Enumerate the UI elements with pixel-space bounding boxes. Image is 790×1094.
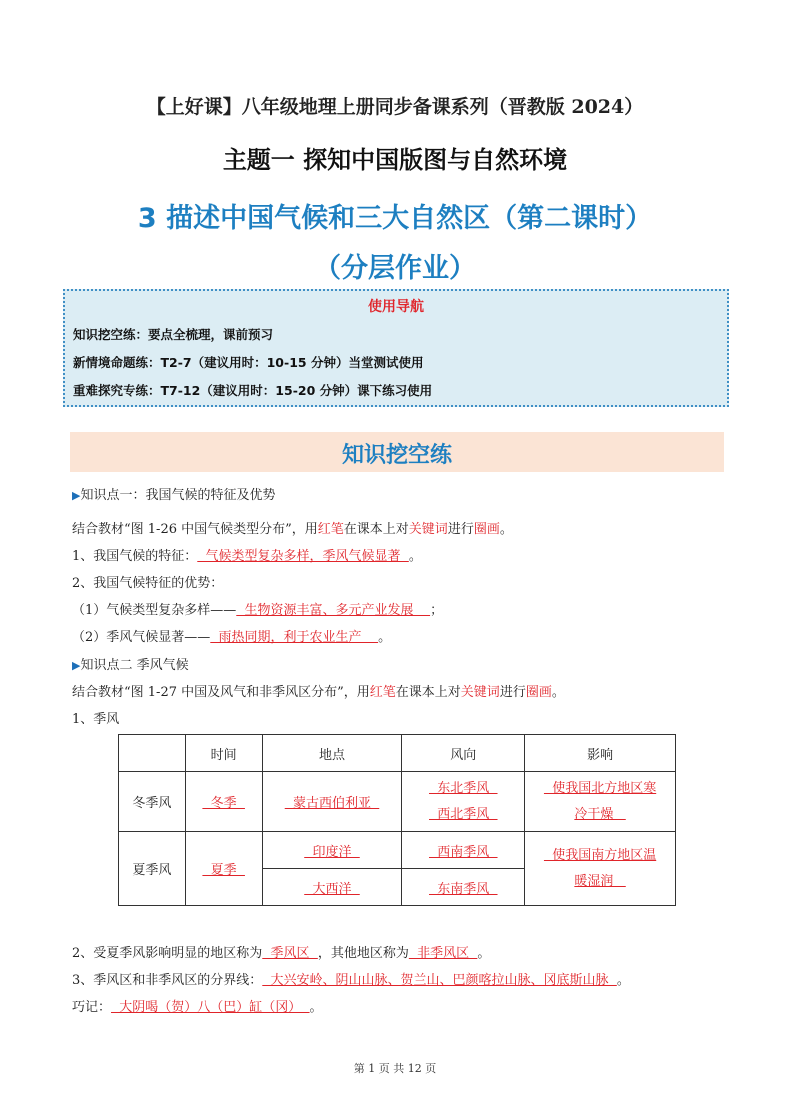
header-direction: 风向 — [402, 735, 525, 772]
winter-time: 冬季 — [202, 796, 245, 811]
winter-dir-2: 西北季风 — [429, 806, 498, 822]
lesson-subtitle: （分层作业） — [314, 253, 476, 284]
summer-dir-2: 东南季风 — [429, 881, 498, 897]
summer-impact-1: 使我国南方地区温 — [543, 847, 657, 863]
guide-line-3: 重难探究专练：T7-12（建议用时：15-20 分钟）课下练习使用 — [73, 383, 433, 398]
winter-impact-2: 冷干燥 — [574, 806, 626, 822]
kp2-q1: 1、季风 — [72, 712, 120, 727]
answer-blank: 非季风区 — [408, 946, 478, 961]
theme-title: 主题一 探知中国版图与自然环境 — [222, 146, 568, 174]
kp1-q2a: （1）气候类型复杂多样—— 生物资源丰富、多元产业发展 ； — [72, 603, 444, 618]
usage-guide-title: 使用导航 — [368, 299, 424, 315]
summer-dir-1: 西南季风 — [429, 844, 498, 860]
kp2-intro: 结合教材“图 1-27 中国及风气和非季风区分布”，用红笔在课本上对关键词进行圈画。 — [72, 685, 565, 700]
triangle-icon: ▶ — [72, 489, 81, 502]
kp1-q1: 1、我国气候的特征： 气候类型复杂多样，季风气候显著 。 — [72, 549, 422, 564]
guide-line-2: 新情境命题练：T2-7（建议用时：10-15 分钟）当堂测试使用 — [73, 355, 424, 370]
table-row-summer — [119, 832, 676, 869]
kp2-q2: 2、受夏季风影响明显的地区称为 季风区 ，其他地区称为 非季风区 。 — [72, 946, 491, 961]
page-footer: 第 1 页 共 12 页 — [353, 1062, 437, 1075]
kp1-intro: 结合教材“图 1-26 中国气候类型分布”，用红笔在课本上对关键词进行圈画。 — [72, 522, 513, 537]
winter-place: 蒙古西伯利亚 — [284, 796, 380, 811]
summer-label: 夏季风 — [119, 832, 186, 906]
kp1-heading: ▶知识点一：我国气候的特征及优势 — [72, 488, 276, 503]
answer-blank: 大兴安岭、阴山山脉、贺兰山、巴颜喀拉山脉、冈底斯山脉 — [262, 973, 617, 988]
winter-impact-1: 使我国北方地区寒 — [543, 780, 657, 796]
monsoon-table — [118, 734, 676, 906]
section-bar — [70, 432, 724, 472]
kp1-q2: 2、我国气候特征的优势： — [72, 576, 224, 591]
table-row-winter — [119, 772, 676, 832]
table-header-row — [119, 735, 676, 772]
lesson-title: 3 描述中国气候和三大自然区（第二课时） — [137, 203, 653, 234]
summer-time: 夏季 — [202, 863, 245, 878]
series-title: 【上好课】八年级地理上册同步备课系列（晋教版 2024） — [146, 96, 644, 118]
kp2-mnemonic: 巧记： 大阴喝（贺）八（巴）缸（冈） 。 — [72, 1000, 323, 1015]
summer-place-2: 大西洋 — [304, 881, 360, 897]
header-time: 时间 — [185, 735, 262, 772]
answer-blank: 生物资源丰富、多元产业发展 — [236, 603, 431, 618]
triangle-icon: ▶ — [72, 659, 81, 672]
kp1-q2b: （2）季风气候显著—— 雨热同期，利于农业生产 。 — [72, 630, 392, 645]
winter-label: 冬季风 — [119, 772, 186, 832]
summer-impact-2: 暖湿润 — [574, 873, 626, 889]
answer-blank: 雨热同期，利于农业生产 — [210, 630, 379, 645]
section-title: 知识挖空练 — [341, 443, 452, 468]
answer-blank: 气候类型复杂多样，季风气候显著 — [197, 549, 409, 564]
header-impact: 影响 — [525, 735, 676, 772]
winter-dir-1: 东北季风 — [429, 780, 498, 796]
kp2-q3: 3、季风区和非季风区的分界线： 大兴安岭、阴山山脉、贺兰山、巴颜喀拉山脉、冈底斯山脉 。 — [72, 973, 630, 988]
guide-line-1: 知识挖空练：要点全梳理，课前预习 — [73, 327, 274, 342]
answer-blank: 大阴喝（贺）八（巴）缸（冈） — [111, 1000, 310, 1015]
usage-guide-box — [63, 289, 729, 407]
summer-place-1: 印度洋 — [304, 844, 360, 860]
header-place: 地点 — [262, 735, 402, 772]
answer-blank: 季风区 — [262, 946, 318, 961]
kp2-heading: ▶知识点二 季风气候 — [72, 658, 189, 673]
